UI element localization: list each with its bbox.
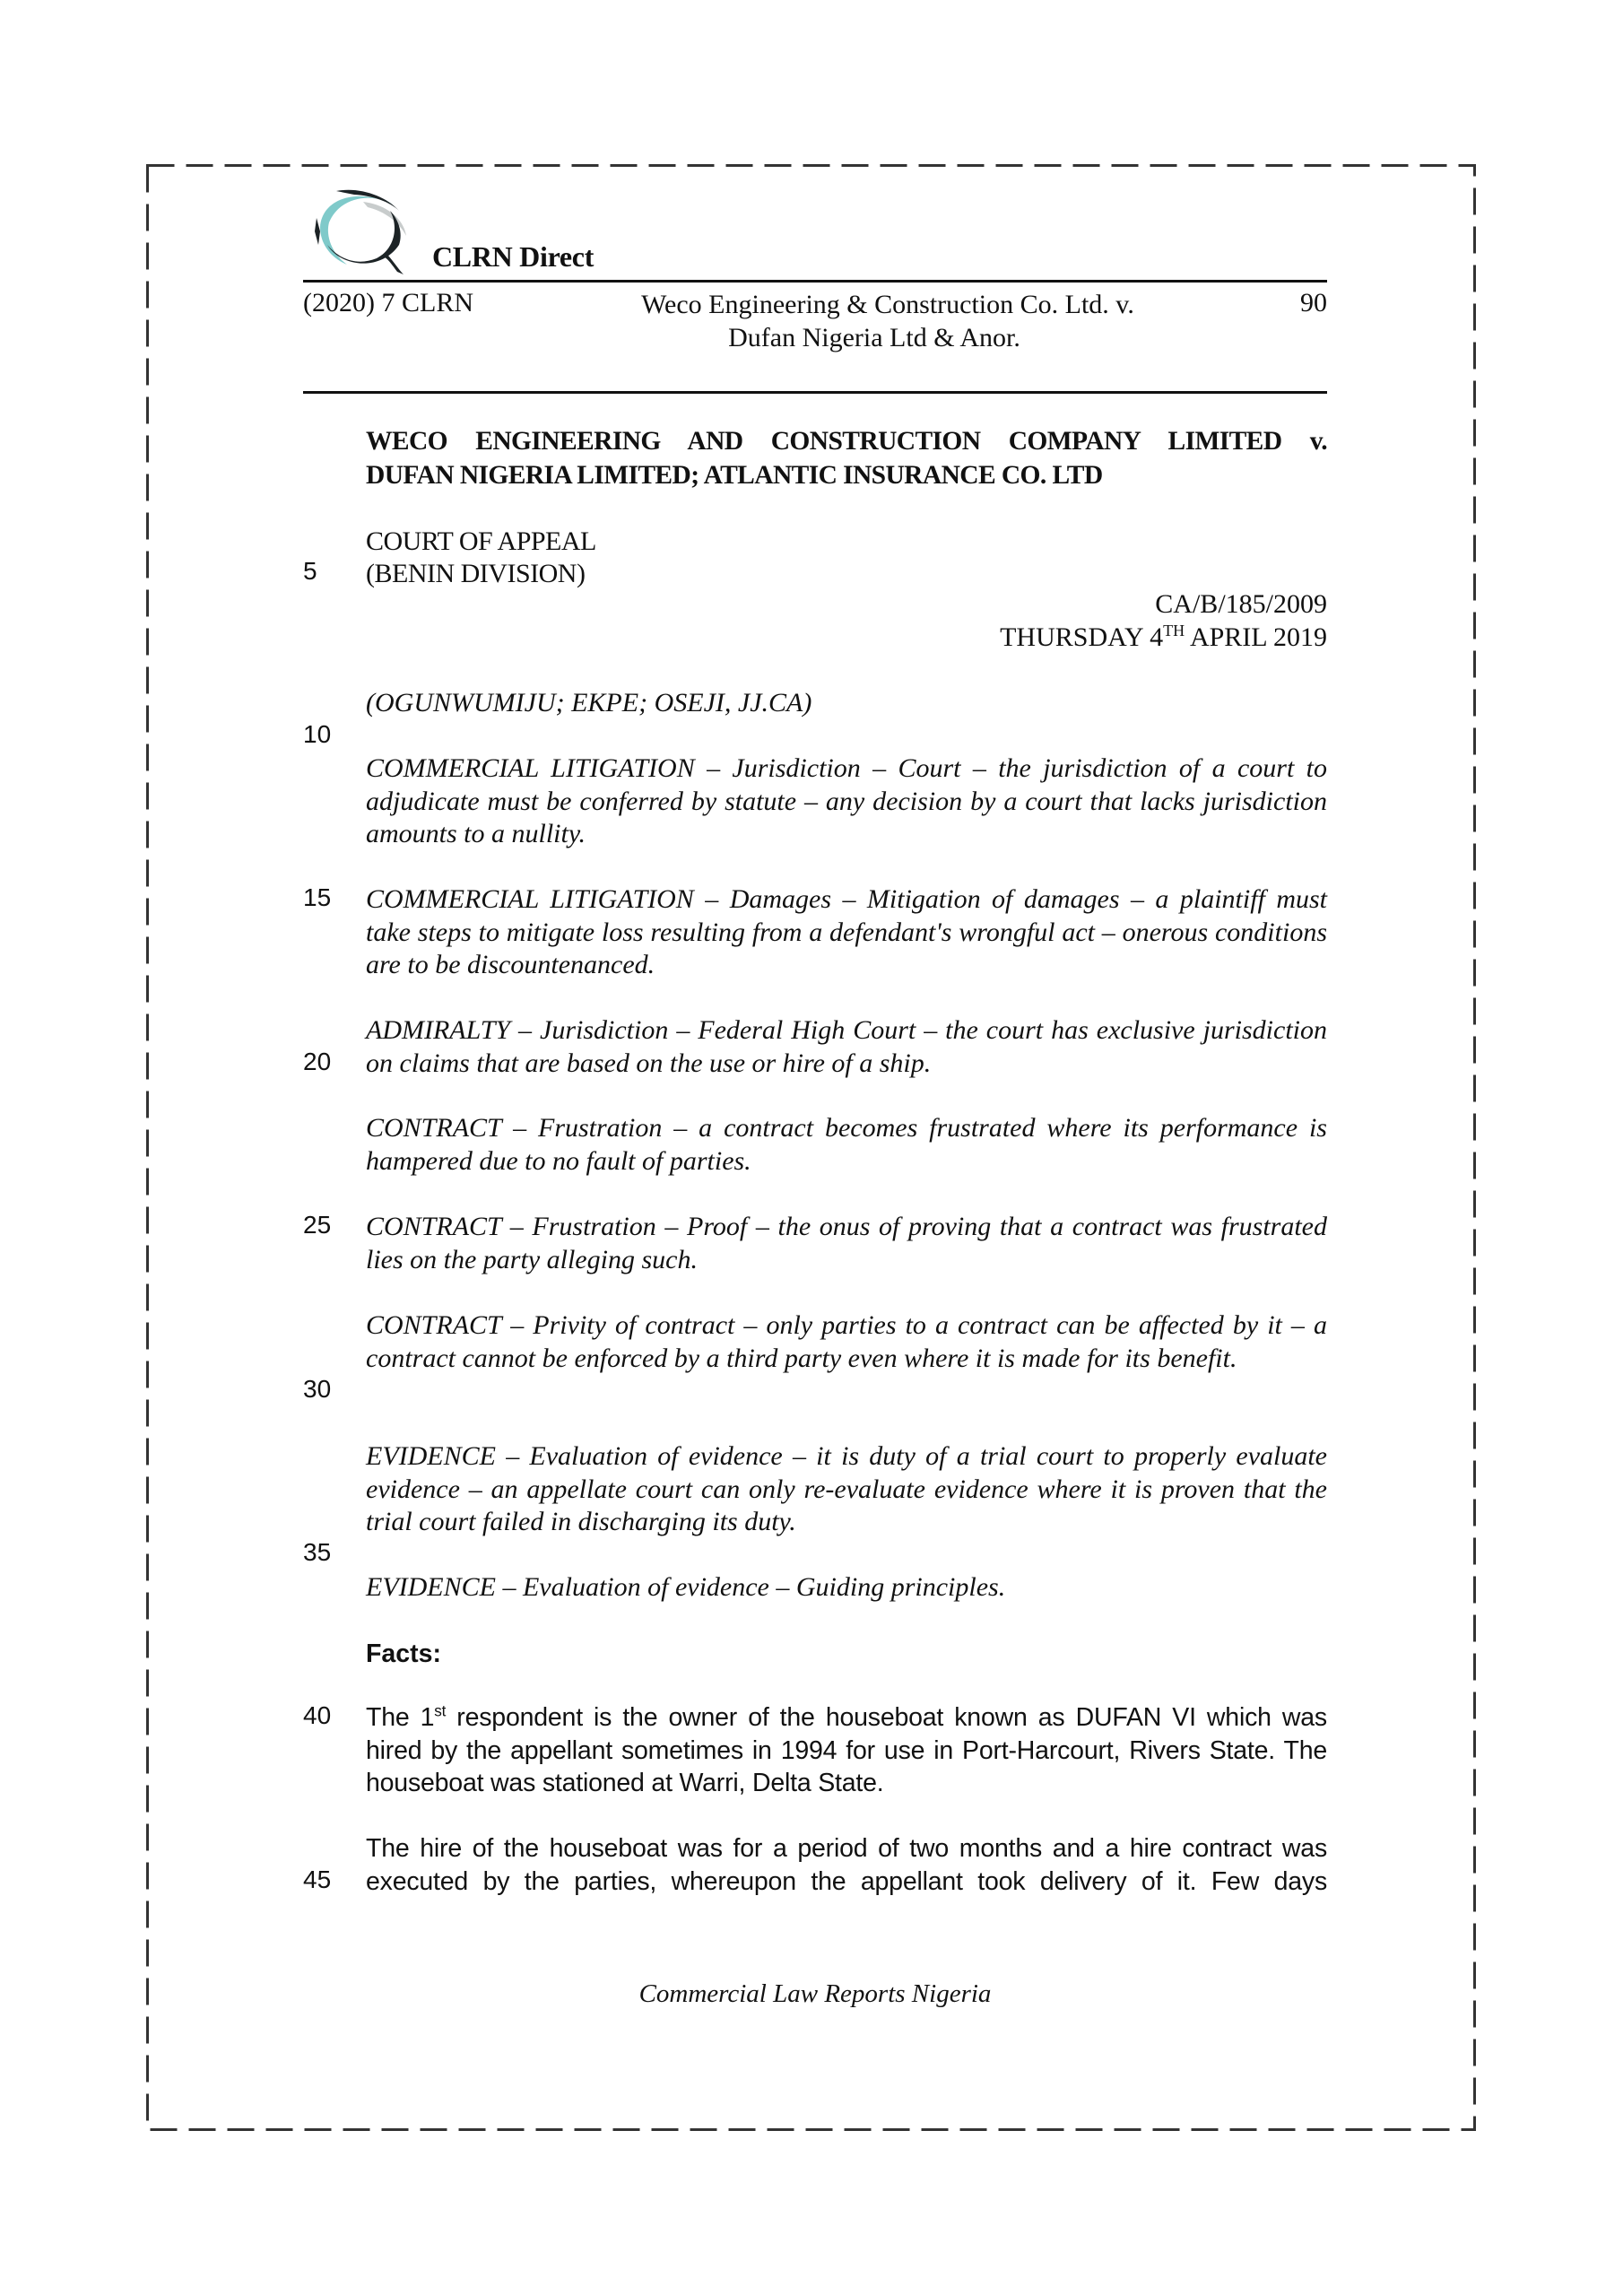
facts-heading: Facts: <box>366 1639 441 1668</box>
line-number: 25 <box>303 1211 332 1239</box>
judges: (OGUNWUMIJU; EKPE; OSEJI, JJ.CA) <box>366 688 812 718</box>
line-number: 10 <box>303 720 332 748</box>
header-citation: (2020) 7 CLRN <box>303 288 473 317</box>
case-title-line1: WECO ENGINEERING AND CONSTRUCTION COMPANY LIMITED v. <box>366 427 1327 456</box>
case-meta <box>366 587 1327 654</box>
headnote: EVIDENCE – Evaluation of evidence – it is duty of a trial court to properly evaluate evidence – an appellate court can only re-evaluate evidence where it is proven that the trial court failed in discharging its duty. <box>366 1441 1327 1537</box>
footer-publication: Commercial Law Reports Nigeria <box>638 1979 992 2008</box>
court-block <box>366 526 1327 590</box>
facts-paragraph <box>366 1701 1327 1800</box>
judgment-date-sup: TH <box>1163 622 1185 639</box>
headnote: EVIDENCE – Evaluation of evidence – Guiding principles. <box>366 1572 1006 1602</box>
judgment-date-prefix: THURSDAY 4 <box>1000 622 1164 652</box>
logo-wordmark: CLRN Direct <box>432 240 595 273</box>
case-number: CA/B/185/2009 <box>1155 589 1327 619</box>
line-number: 5 <box>303 557 317 585</box>
headnote: CONTRACT – Frustration – Proof – the onus of proving that a contract was frustrated lies on the party alleging such. <box>366 1212 1327 1274</box>
page-number: 90 <box>1300 288 1327 317</box>
line-number: 20 <box>303 1048 332 1075</box>
court-division: (BENIN DIVISION) <box>366 559 586 588</box>
clrn-logo-icon <box>309 182 417 276</box>
header-case-short-line1: Weco Engineering & Construction Co. Ltd. v. <box>641 290 1134 319</box>
case-title-line2: DUFAN NIGERIA LIMITED; ATLANTIC INSURANCE CO. LTD <box>366 461 1103 490</box>
line-number: 40 <box>303 1701 332 1729</box>
header-case-short-line2: Dufan Nigeria Ltd & Anor. <box>728 323 1020 352</box>
facts-paragraph: The hire of the houseboat was for a period of two months and a hire contract was executed by the parties, whereupon the appellant took delivery of it. Few days <box>366 1834 1327 1896</box>
line-number: 45 <box>303 1866 332 1893</box>
judgment-date-suffix: APRIL 2019 <box>1185 622 1327 652</box>
facts-para1-prefix: The 1 <box>366 1703 435 1732</box>
court-name: COURT OF APPEAL <box>366 526 596 556</box>
logo <box>309 182 417 276</box>
headnote: CONTRACT – Frustration – a contract becomes frustrated where its performance is hampered due to no fault of parties. <box>366 1113 1327 1176</box>
header-bottom-rule <box>303 391 1327 394</box>
headnote: COMMERCIAL LITIGATION – Jurisdiction – Court – the jurisdiction of a court to adjudicate must be conferred by statute – any decision by a court that lacks jurisdiction amounts to a nullity. <box>366 753 1327 849</box>
line-number: 30 <box>303 1375 332 1403</box>
line-number: 35 <box>303 1538 332 1566</box>
header-case-short <box>538 288 1166 354</box>
headnote: CONTRACT – Privity of contract – only parties to a contract can be affected by it – a contract cannot be enforced by a third party even where it is made for its benefit. <box>366 1310 1327 1373</box>
case-title <box>366 424 1327 492</box>
judgment-date <box>366 621 1327 654</box>
header-top-rule <box>303 280 1327 283</box>
line-number: 15 <box>303 883 332 911</box>
headnote: COMMERCIAL LITIGATION – Damages – Mitigation of damages – a plaintiff must take steps to mitigate loss resulting from a defendant's wrongful act – onerous conditions are to be discountenanced. <box>366 884 1327 980</box>
facts-para1-rest: respondent is the owner of the houseboat known as DUFAN VI which was hired by the appellant sometimes in 1994 for use in Port-Harcourt, Rivers State. The houseboat was stationed at Warri, Delta State. <box>366 1703 1327 1798</box>
facts-para1-sup: st <box>434 1702 447 1720</box>
headnote: ADMIRALTY – Jurisdiction – Federal High Court – the court has exclusive jurisdiction on claims that are based on the use or hire of a ship. <box>366 1015 1327 1078</box>
